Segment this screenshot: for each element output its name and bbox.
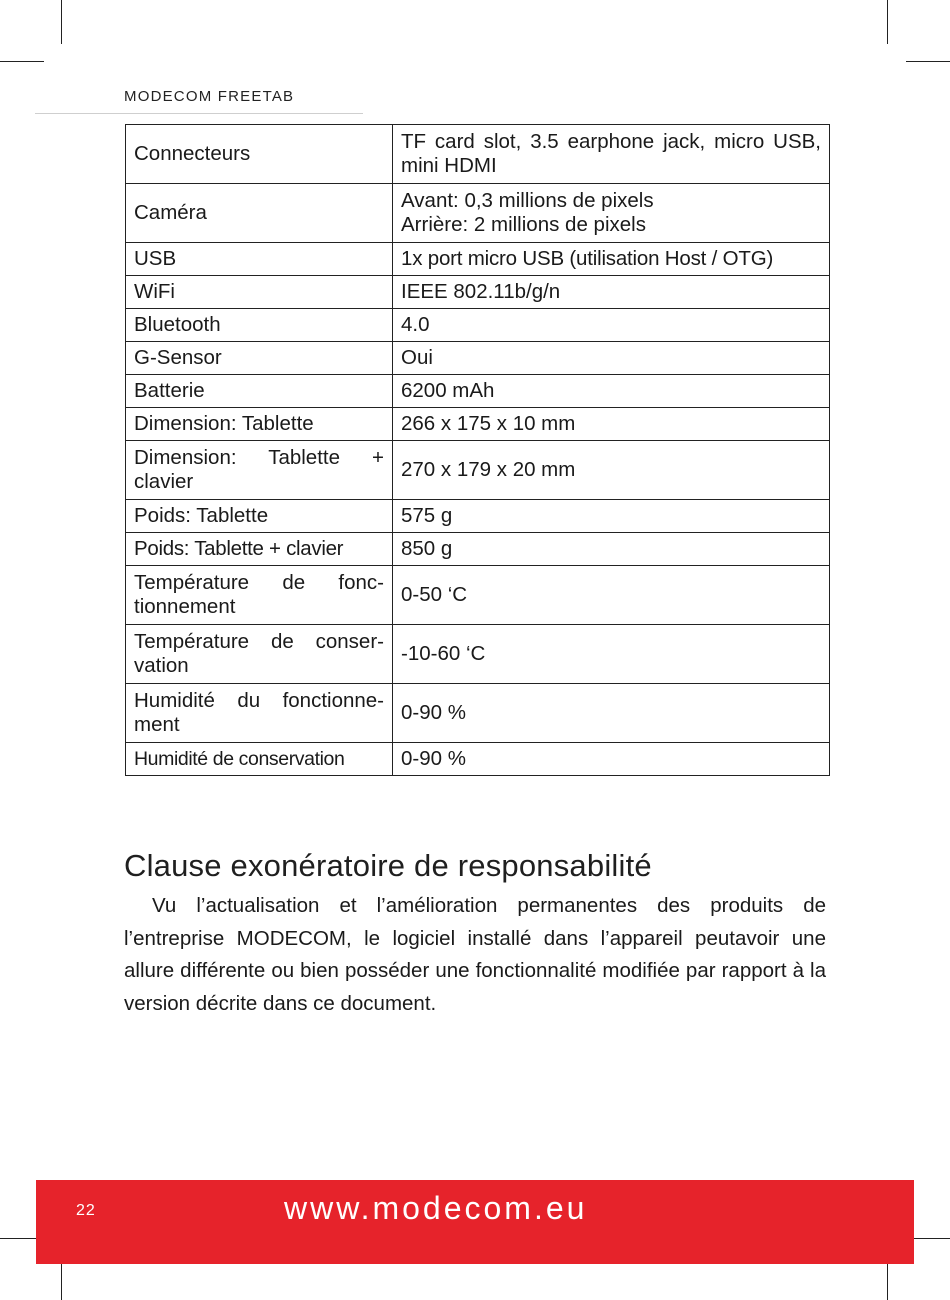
table-row: [126, 408, 830, 441]
spec-label: G-Sensor: [126, 342, 393, 375]
table-row: [126, 743, 830, 776]
table-row: [126, 375, 830, 408]
specs-table: [125, 124, 830, 776]
table-row: [126, 276, 830, 309]
page-number: 22: [76, 1202, 96, 1219]
table-row: [126, 566, 830, 625]
spec-value: 850 g: [393, 533, 830, 566]
spec-label: Humidité de conservation: [126, 743, 393, 776]
spec-label: Batterie: [126, 375, 393, 408]
table-row: [126, 125, 830, 184]
spec-label: USB: [126, 243, 393, 276]
spec-label: Dimension: Tablette + clavier: [126, 441, 393, 500]
spec-value: 6200 mAh: [393, 375, 830, 408]
crop-mark: [61, 0, 62, 44]
spec-value: IEEE 802.11b/g/n: [393, 276, 830, 309]
table-row: [126, 184, 830, 243]
spec-value-line: Arrière: 2 millions de pixels: [401, 213, 646, 236]
disclaimer-paragraph: Vu l’actualisation et l’amélioration permanentes des produits de l’entreprise MODECOM, le logiciel installé dans l’appareil peutavoir une allure différente ou bien posséder une fonctionnalité modifiée par rapport à la version décrite dans ce document.: [124, 894, 826, 1015]
spec-value: Oui: [393, 342, 830, 375]
spec-value: 575 g: [393, 500, 830, 533]
table-row: [126, 342, 830, 375]
spec-value: 1x port micro USB (utilisation Host / OTG): [393, 243, 830, 276]
spec-label: Humidité du fonctionne-ment: [126, 684, 393, 743]
spec-label: Poids: Tablette + clavier: [126, 533, 393, 566]
crop-mark: [0, 61, 44, 62]
spec-value: 4.0: [393, 309, 830, 342]
table-row: [126, 500, 830, 533]
spec-label: Poids: Tablette: [126, 500, 393, 533]
spec-value: 0-90 %: [393, 684, 830, 743]
table-row: [126, 533, 830, 566]
spec-value-line: Avant: 0,3 millions de pixels: [401, 189, 654, 212]
table-row: [126, 625, 830, 684]
spec-label: WiFi: [126, 276, 393, 309]
spec-value: [393, 184, 830, 243]
table-row: [126, 441, 830, 500]
header-divider: [35, 113, 363, 114]
running-header: MODECOM FREETAB: [124, 88, 295, 105]
spec-label: Température de conser-vation: [126, 625, 393, 684]
spec-value: 0-90 %: [393, 743, 830, 776]
table-row: [126, 684, 830, 743]
website-link[interactable]: www.modecom.eu: [284, 1190, 588, 1226]
spec-value: TF card slot, 3.5 earphone jack, micro USB, mini HDMI: [393, 125, 830, 184]
crop-mark: [906, 61, 950, 62]
footer-bar: [36, 1180, 914, 1264]
spec-value: -10-60 ‘C: [393, 625, 830, 684]
spec-label: Dimension: Tablette: [126, 408, 393, 441]
spec-value: 270 x 179 x 20 mm: [393, 441, 830, 500]
table-row: [126, 309, 830, 342]
spec-value: 0-50 ‘C: [393, 566, 830, 625]
table-row: [126, 243, 830, 276]
spec-label: Connecteurs: [126, 125, 393, 184]
spec-label: Température de fonc-tionnement: [126, 566, 393, 625]
crop-mark: [887, 0, 888, 44]
spec-label: Bluetooth: [126, 309, 393, 342]
spec-label: Caméra: [126, 184, 393, 243]
spec-value: 266 x 175 x 10 mm: [393, 408, 830, 441]
section-title: Clause exonératoire de responsabilité: [124, 848, 652, 883]
